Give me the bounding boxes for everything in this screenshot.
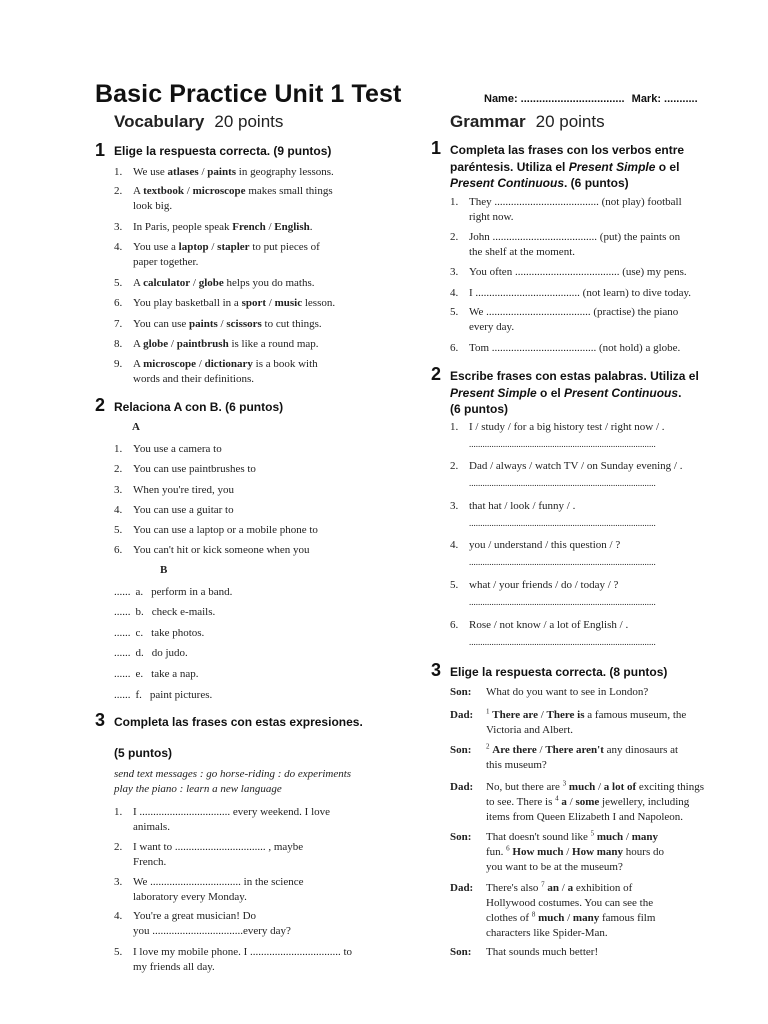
grammar-heading: Grammar [450,112,526,131]
item-number: 5. [450,579,459,591]
item-number: 4. [450,539,459,551]
item-text: A calculator / globe helps you do maths. [133,277,315,289]
item-text-continued: animals. [133,821,170,833]
dialogue-turn [450,830,750,875]
list-item [450,459,750,489]
list-item [114,165,414,180]
item-text: We ...................................... (practise) the piano [469,306,679,318]
list-item [114,337,414,352]
item-number: 2. [450,460,459,472]
dialogue-line: items from Queen Elizabeth I and Napoleon. [486,811,684,823]
grammar-ex1-instruction-line-1: Completa las frases con los verbos entre [450,143,685,157]
item-text: You can use a laptop or a mobile phone to [133,524,318,536]
word-bank-line-1: send text messages : go horse-riding : do experiments [114,768,352,780]
item-text: You can use paints / scissors to cut things. [133,318,322,330]
item-text: You use a camera to [133,443,222,455]
item-number: 2. [114,185,123,197]
match-item-a [114,523,414,538]
answer-line[interactable]: ................................................................................... [469,637,656,647]
item-number: 6. [450,342,459,354]
answer-line[interactable]: ................................................................................... [469,597,656,607]
speaker-label: Dad: [450,781,474,793]
speaker-label: Son: [450,744,472,756]
name-mark-fields [484,93,698,105]
dialogue-line: characters like Spider-Man. [486,927,608,939]
item-text: You can use paintbrushes to [133,463,256,475]
list-item [114,317,414,332]
item-number: 4. [114,910,123,922]
list-item [450,305,750,335]
grammar-ex1-instruction-line-3: Present Continuous. (6 puntos) [450,176,629,190]
dialogue-line: That doesn't sound like $^5$ much / many [486,829,659,843]
answer-blank[interactable]: ...... [114,606,131,618]
name-field[interactable]: Name: .................................. [484,93,625,105]
item-text-continued: laboratory every Monday. [133,891,247,903]
match-item-a [114,543,414,558]
item-letter: a. [135,586,144,598]
item-text: paint pictures. [149,689,213,701]
dialogue-line: There's also $^7$ an / a exhibition of [486,880,633,894]
vocab-ex1-number: 1 [95,140,106,160]
dialogue-line: you want to be at the museum? [486,861,623,873]
item-letter: d. [135,647,144,659]
item-number: 4. [114,241,123,253]
item-text: what / your friends / do / today / ? [469,579,619,591]
item-text-continued: French. [133,856,167,868]
list-item [114,945,414,975]
item-text: John ...................................... (put) the paints on [469,231,681,243]
item-text-continued: you .................................every day? [133,925,291,937]
list-item [114,184,414,214]
item-text: You can't hit or kick someone when you [133,544,310,556]
list-item [114,805,414,835]
speaker-label: Son: [450,831,472,843]
word-bank-line-2: play the piano : learn a new language [114,783,282,795]
column-a-label: A [132,421,140,433]
dialogue-line: Victoria and Albert. [486,724,574,736]
grammar-ex2-instruction-line-1: Escribe frases con estas palabras. Utiliza el [450,369,699,383]
dialogue-line: this museum? [486,759,547,771]
item-text: Rose / not know / a lot of English / . [469,619,629,631]
grammar-ex1-instruction-line-2: paréntesis. Utiliza el Present Simple o el [450,159,680,174]
item-number: 1. [450,196,459,208]
item-number: 3. [450,500,459,512]
list-item [114,909,414,939]
item-text: I love my mobile phone. I ................................. to [133,946,353,958]
grammar-ex2-instruction [450,368,699,418]
dialogue-turn [450,685,750,700]
dialogue-turn [450,743,750,773]
column-b-label: B [160,564,168,576]
item-text: You're a great musician! Do [133,910,257,922]
dialogue-turn [450,708,750,738]
item-number: 2. [114,463,123,475]
grammar-ex3-instruction: Elige la respuesta correcta. (8 puntos) [450,665,668,679]
item-number: 3. [114,221,123,233]
item-number: 6. [450,619,459,631]
answer-line[interactable]: ................................................................................... [469,439,656,449]
match-item-b [114,688,212,703]
item-number: 7. [114,318,123,330]
grammar-ex1-instruction [450,142,684,192]
dialogue-line: No, but there are $^3$ much / a lot of exciting things [486,779,704,793]
answer-line[interactable]: ................................................................................... [469,557,656,567]
item-text: I / study / for a big history test / right now / . [469,421,665,433]
item-text-continued: words and their definitions. [133,373,254,385]
answer-blank[interactable]: ...... [114,627,131,639]
item-number: 8. [114,338,123,350]
item-text: take a nap. [151,668,199,680]
list-item [450,341,750,356]
match-item-b [114,667,198,682]
vocab-ex3-points: (5 puntos) [114,746,172,760]
item-text: We use atlases / paints in geography lessons. [133,166,334,178]
dialogue-turn [450,881,750,941]
vocabulary-section-heading [114,112,283,132]
item-number: 3. [114,484,123,496]
item-text: Dad / always / watch TV / on Sunday evening / . [469,460,683,472]
item-number: 5. [114,946,123,958]
item-text-continued: the shelf at the moment. [469,246,575,258]
item-text: We ................................. in the science [133,876,304,888]
list-item [114,276,414,291]
item-number: 1. [114,166,123,178]
speaker-label: Son: [450,686,472,698]
item-number: 5. [450,306,459,318]
item-text: I want to ................................. , maybe [133,841,304,853]
answer-blank[interactable]: ...... [114,689,131,701]
dialogue-line: Hollywood costumes. You can see the [486,897,654,909]
speaker-label: Dad: [450,882,474,894]
item-letter: f. [135,689,142,701]
dialogue-line: That sounds much better! [486,946,599,958]
item-text: You use a laptop / stapler to put pieces of [133,241,320,253]
item-number: 4. [450,287,459,299]
match-item-b [114,646,188,661]
item-text: A textbook / microscope makes small things [133,185,333,197]
list-item [450,230,750,260]
grammar-ex2-instruction-line-2: Present Simple o el Present Continuous. [450,385,682,400]
item-text: do judo. [151,647,188,659]
list-item [450,195,750,225]
list-item [450,499,750,529]
list-item [114,840,414,870]
vocab-ex3-instruction: Completa las frases con estas expresiones. [114,715,363,729]
grammar-section-heading [450,112,605,132]
item-text: take photos. [151,627,205,639]
item-text-continued: my friends all day. [133,961,215,973]
item-text: I ................................. every weekend. I love [133,806,331,818]
dialogue-line: clothes of $^8$ much / many famous film [486,910,656,924]
item-text: You play basketball in a sport / music lesson. [133,297,336,309]
speaker-label: Son: [450,946,472,958]
item-number: 6. [114,544,123,556]
grammar-points: 20 points [535,112,605,131]
grammar-ex3-number: 3 [431,660,442,680]
list-item [450,265,750,280]
item-number: 1. [114,806,123,818]
item-number: 9. [114,358,123,370]
item-text: you / understand / this question / ? [469,539,621,551]
match-item-a [114,503,414,518]
item-text: You can use a guitar to [133,504,234,516]
item-text: They ...................................... (not play) football [469,196,682,208]
item-text: In Paris, people speak French / English. [133,221,313,233]
dialogue-turn [450,780,750,825]
dialogue-line: $^1$ There are / There is a famous museum, the [486,707,687,721]
grammar-ex1-number: 1 [431,138,442,158]
list-item [114,296,414,311]
item-text: You often ...................................... (use) my pens. [469,266,687,278]
vocab-ex2-number: 2 [95,395,106,415]
answer-blank[interactable]: ...... [114,668,131,680]
dialogue-line: What do you want to see in London? [486,686,649,698]
dialogue-turn [450,945,750,960]
list-item [114,240,414,270]
item-letter: e. [135,668,144,680]
item-number: 1. [114,443,123,455]
item-number: 3. [114,876,123,888]
grammar-ex2-number: 2 [431,364,442,384]
list-item [450,538,750,568]
dialogue-line: to see. There is $^4$ a / some jewellery, including [486,794,690,808]
item-text-continued: look big. [133,200,173,212]
list-item [450,618,750,648]
list-item [450,578,750,608]
match-item-b [114,626,204,641]
vocab-ex2-instruction: Relaciona A con B. (6 puntos) [114,400,284,414]
match-item-a [114,462,414,477]
list-item [114,875,414,905]
match-item-b [114,585,232,600]
dialogue-line: fun. $^6$ How much / How many hours do [486,844,664,858]
dialogue-line: $^2$ Are there / There aren't any dinosaurs at [486,742,679,756]
grammar-ex2-instruction-line-3: (6 puntos) [450,402,508,416]
item-number: 5. [114,277,123,289]
match-item-a [114,442,414,457]
vocab-ex3-number: 3 [95,710,106,730]
answer-blank[interactable]: ...... [114,586,131,598]
item-number: 6. [114,297,123,309]
item-text: When you're tired, you [133,484,234,496]
item-number: 1. [450,421,459,433]
list-item [450,420,750,450]
vocabulary-heading: Vocabulary [114,112,205,131]
item-letter: b. [135,606,144,618]
vocabulary-points: 20 points [214,112,284,131]
item-number: 2. [450,231,459,243]
answer-line[interactable]: ................................................................................... [469,478,656,488]
vocab-ex1-instruction: Elige la respuesta correcta. (9 puntos) [114,144,332,158]
item-text: check e-mails. [151,606,216,618]
match-item-a [114,483,414,498]
item-text: perform in a band. [151,586,233,598]
list-item [114,220,414,235]
item-text-continued: every day. [469,321,515,333]
item-number: 4. [114,504,123,516]
item-text: I ...................................... (not learn) to dive today. [469,287,691,299]
list-item [450,286,750,301]
item-number: 2. [114,841,123,853]
item-text: A globe / paintbrush is like a round map. [133,338,319,350]
match-item-b [114,605,215,620]
item-text-continued: paper together. [133,256,199,268]
item-number: 5. [114,524,123,536]
item-number: 3. [450,266,459,278]
mark-field[interactable]: Mark: ........... [631,93,698,105]
item-text: A microscope / dictionary is a book with [133,358,318,370]
item-letter: c. [135,627,144,639]
item-text-continued: right now. [469,211,514,223]
page-title: Basic Practice Unit 1 Test [95,80,402,108]
item-text: that hat / look / funny / . [469,500,576,512]
answer-line[interactable]: ................................................................................... [469,518,656,528]
speaker-label: Dad: [450,709,474,721]
answer-blank[interactable]: ...... [114,647,131,659]
list-item [114,357,414,387]
item-text: Tom ...................................... (not hold) a globe. [469,342,681,354]
